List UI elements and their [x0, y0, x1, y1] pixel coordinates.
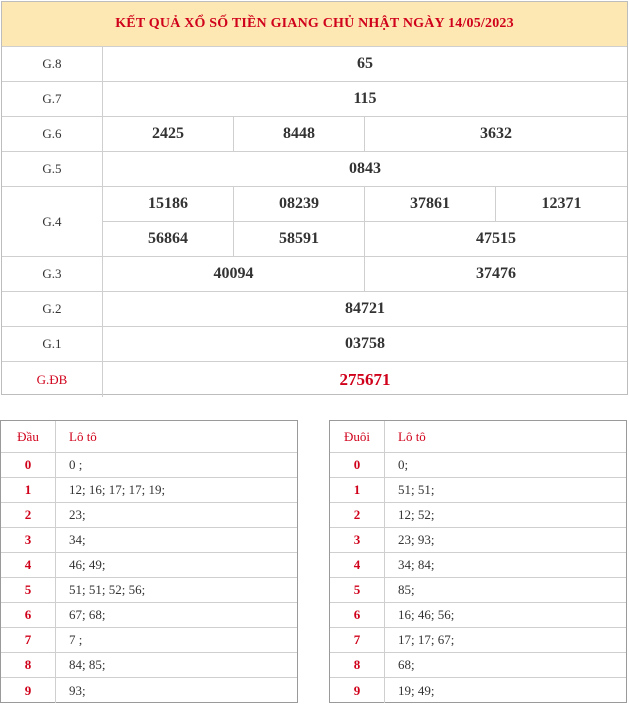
prize-row-g5 — [2, 152, 627, 187]
digit-cell: 7 — [330, 628, 385, 652]
table-row — [330, 603, 626, 628]
prize-label: G.8 — [2, 47, 103, 81]
digit-cell: 1 — [330, 478, 385, 502]
prize-number: 65 — [357, 55, 373, 72]
prize-row-special — [2, 362, 627, 397]
prize-number: 40094 — [103, 257, 365, 291]
lo-to-cell: 0 ; — [69, 457, 83, 472]
prize-row-g4 — [2, 187, 627, 257]
dau-table-header — [1, 421, 297, 453]
prize-label: G.1 — [2, 327, 103, 361]
digit-cell: 9 — [330, 678, 385, 703]
digit-cell: 7 — [1, 628, 56, 652]
duoi-column-header: Đuôi — [330, 421, 385, 452]
prize-row-g1 — [2, 327, 627, 362]
lo-to-cell: 19; 49; — [398, 682, 435, 698]
lo-to-cell: 46; 49; — [69, 557, 106, 572]
table-row — [330, 453, 626, 478]
digit-cell: 9 — [1, 678, 56, 703]
digit-cell: 0 — [330, 453, 385, 477]
prize-number: 08239 — [234, 187, 365, 221]
lo-to-cell: 12; 16; 17; 17; 19; — [69, 482, 166, 497]
prize-number: 84721 — [345, 300, 385, 317]
lo-to-cell: 17; 17; 67; — [398, 632, 455, 647]
lo-to-cell: 16; 46; 56; — [398, 607, 455, 622]
prize-number: 03758 — [345, 335, 385, 352]
prize-label: G.5 — [2, 152, 103, 186]
digit-cell: 3 — [330, 528, 385, 552]
table-row — [1, 453, 297, 478]
table-row — [1, 528, 297, 553]
prize-number: 12371 — [541, 195, 582, 212]
lo-to-cell: 51; 51; — [398, 482, 435, 497]
prize-row-g3 — [2, 257, 627, 292]
table-row — [330, 628, 626, 653]
lo-to-cell: 93; — [69, 682, 86, 698]
table-row — [1, 503, 297, 528]
prize-row-g6 — [2, 117, 627, 152]
prize-label: G.2 — [2, 292, 103, 326]
duoi-table-header — [330, 421, 626, 453]
prize-label-special: G.ĐB — [2, 362, 103, 397]
table-row — [330, 653, 626, 678]
table-row — [330, 678, 626, 703]
prize-number: 3632 — [480, 125, 512, 142]
prize-number: 0843 — [349, 160, 381, 177]
dau-lo-to-table — [0, 420, 298, 703]
table-row — [1, 578, 297, 603]
prize-label: G.3 — [2, 257, 103, 291]
lo-to-cell: 67; 68; — [69, 607, 106, 622]
digit-cell: 8 — [330, 653, 385, 677]
results-title: KẾT QUẢ XỔ SỐ TIỀN GIANG CHỦ NHẬT NGÀY 14/05/2023 — [2, 2, 627, 47]
lo-to-column-header: Lô tô — [398, 428, 426, 444]
table-row — [1, 603, 297, 628]
lo-to-cell: 51; 51; 52; 56; — [69, 582, 146, 597]
prize-number: 58591 — [234, 222, 365, 256]
digit-cell: 6 — [330, 603, 385, 627]
digit-cell: 2 — [330, 503, 385, 527]
prize-number: 37476 — [476, 265, 516, 282]
prize-label: G.7 — [2, 82, 103, 116]
table-row — [330, 528, 626, 553]
prize-row-g8 — [2, 47, 627, 82]
prize-row-g2 — [2, 292, 627, 327]
table-row — [1, 478, 297, 503]
lo-to-cell: 85; — [398, 582, 415, 597]
digit-cell: 5 — [1, 578, 56, 602]
table-row — [1, 553, 297, 578]
lo-to-cell: 7 ; — [69, 632, 83, 647]
digit-cell: 5 — [330, 578, 385, 602]
digit-cell: 8 — [1, 653, 56, 677]
digit-cell: 6 — [1, 603, 56, 627]
table-row — [330, 478, 626, 503]
digit-cell: 4 — [1, 553, 56, 577]
table-row — [1, 678, 297, 703]
prize-number: 115 — [353, 90, 377, 107]
table-row — [1, 653, 297, 678]
lo-to-cell: 34; — [69, 532, 86, 547]
digit-cell: 2 — [1, 503, 56, 527]
special-prize-number: 275671 — [339, 369, 391, 389]
lo-to-cell: 0; — [398, 457, 409, 472]
results-table — [1, 1, 628, 395]
dau-column-header: Đầu — [1, 421, 56, 452]
table-row — [330, 578, 626, 603]
prize-number: 37861 — [365, 187, 496, 221]
table-row — [330, 553, 626, 578]
digit-cell: 3 — [1, 528, 56, 552]
prize-number: 8448 — [234, 117, 365, 151]
table-row — [330, 503, 626, 528]
lo-to-cell: 12; 52; — [398, 507, 435, 522]
lo-to-cell: 34; 84; — [398, 557, 435, 572]
digit-cell: 0 — [1, 453, 56, 477]
lo-to-cell: 23; 93; — [398, 532, 435, 547]
digit-cell: 4 — [330, 553, 385, 577]
table-row — [1, 628, 297, 653]
lo-to-column-header: Lô tô — [69, 428, 97, 444]
prize-number: 47515 — [476, 230, 516, 247]
prize-number: 2425 — [103, 117, 234, 151]
lo-to-cell: 68; — [398, 657, 415, 672]
prize-label: G.4 — [2, 187, 103, 256]
prize-label: G.6 — [2, 117, 103, 151]
prize-number: 15186 — [103, 187, 234, 221]
lo-to-cell: 84; 85; — [69, 657, 106, 672]
prize-number: 56864 — [103, 222, 234, 256]
lo-to-cell: 23; — [69, 507, 86, 522]
duoi-lo-to-table — [329, 420, 627, 703]
digit-cell: 1 — [1, 478, 56, 502]
prize-row-g7 — [2, 82, 627, 117]
